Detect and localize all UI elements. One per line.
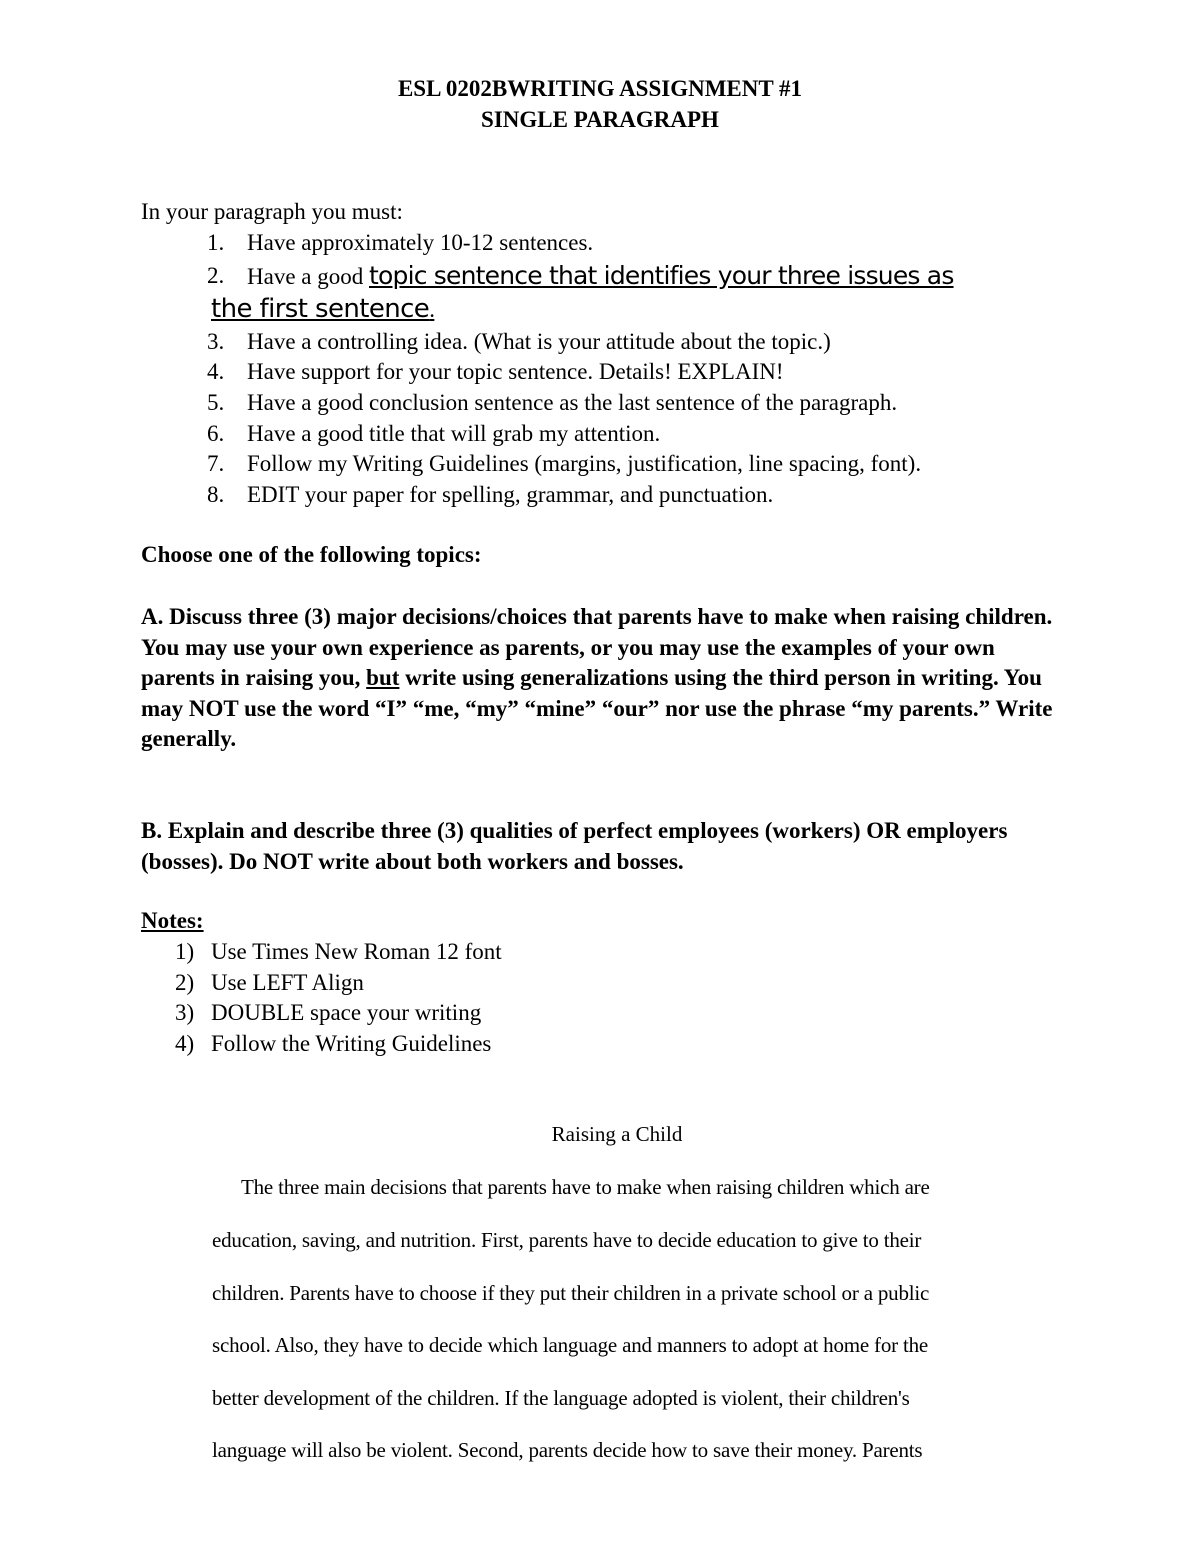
- essay-line: school. Also, they have to decide which language and manners to adopt at home for the: [212, 1333, 929, 1357]
- essay-title: Raising a Child: [551, 1122, 683, 1146]
- requirement-text: Follow my Writing Guidelines (margins, justification, line spacing, font).: [247, 451, 922, 476]
- essay-line: The three main decisions that parents have to make when raising children which are: [241, 1175, 930, 1199]
- requirement-number: 7.: [207, 451, 225, 476]
- essay-line: education, saving, and nutrition. First, parents have to decide education to give to their: [212, 1228, 922, 1252]
- essay-line: language will also be violent. Second, parents decide how to save their money. Parents: [212, 1438, 923, 1462]
- emphasis-but: but: [366, 665, 400, 691]
- requirement-text: EDIT your paper for spelling, grammar, and punctuation.: [247, 482, 774, 507]
- assignment-subtitle: SINGLE PARAGRAPH: [481, 107, 719, 132]
- note-number: 4): [175, 1031, 195, 1056]
- essay-line: children. Parents have to choose if they put their children in a private school or a public: [212, 1281, 930, 1305]
- requirement-number: 8.: [207, 482, 225, 507]
- requirement-text: [247, 261, 954, 292]
- note-text: Use Times New Roman 12 font: [211, 939, 502, 964]
- essay-line: better development of the children. If the language adopted is violent, their children's: [212, 1386, 910, 1410]
- topic-a: A. Discuss three (3) major decisions/choices that parents have to make when raising children. You may use your own experience as parents, or you may use the examples of your own parents in raising you, but write using generalizations using the third person in writing. You may NOT use the word “I” “me, “my” “mine” “our” nor use the phrase “my parents.” Write generally.: [141, 604, 1053, 752]
- note-number: 1): [175, 939, 195, 964]
- requirement-number: 1.: [207, 230, 225, 255]
- requirement-number: 3.: [207, 329, 225, 354]
- requirement-text: Have approximately 10-12 sentences.: [247, 230, 594, 255]
- note-text: Follow the Writing Guidelines: [211, 1031, 492, 1056]
- note-text: DOUBLE space your writing: [211, 1000, 482, 1025]
- requirement-text-plain: Have a good: [247, 264, 369, 289]
- requirement-emphasis-continued: the first sentence.: [211, 294, 435, 324]
- requirement-text: Have a controlling idea. (What is your attitude about the topic.): [247, 329, 831, 354]
- requirement-number: 6.: [207, 421, 225, 446]
- requirement-text: Have a good title that will grab my attention.: [247, 421, 661, 446]
- assignment-title: ESL 0202BWRITING ASSIGNMENT #1: [397, 76, 803, 101]
- intro-text: In your paragraph you must:: [141, 199, 403, 224]
- requirement-number: 4.: [207, 359, 225, 384]
- requirement-number: 5.: [207, 390, 225, 415]
- topic-b: B. Explain and describe three (3) qualities of perfect employees (workers) OR employers (bosses). Do NOT write about both workers and bosses.: [141, 818, 1008, 874]
- note-number: 3): [175, 1000, 195, 1025]
- note-number: 2): [175, 970, 195, 995]
- topics-heading: Choose one of the following topics:: [141, 542, 482, 567]
- requirement-text: Have a good conclusion sentence as the last sentence of the paragraph.: [247, 390, 898, 415]
- notes-heading: Notes:: [141, 908, 204, 933]
- requirement-number: 2.: [207, 263, 225, 288]
- requirement-emphasis: topic sentence that identifies your three issues as: [369, 261, 954, 290]
- note-text: Use LEFT Align: [211, 970, 364, 995]
- requirement-text: Have support for your topic sentence. Details! EXPLAIN!: [247, 359, 784, 384]
